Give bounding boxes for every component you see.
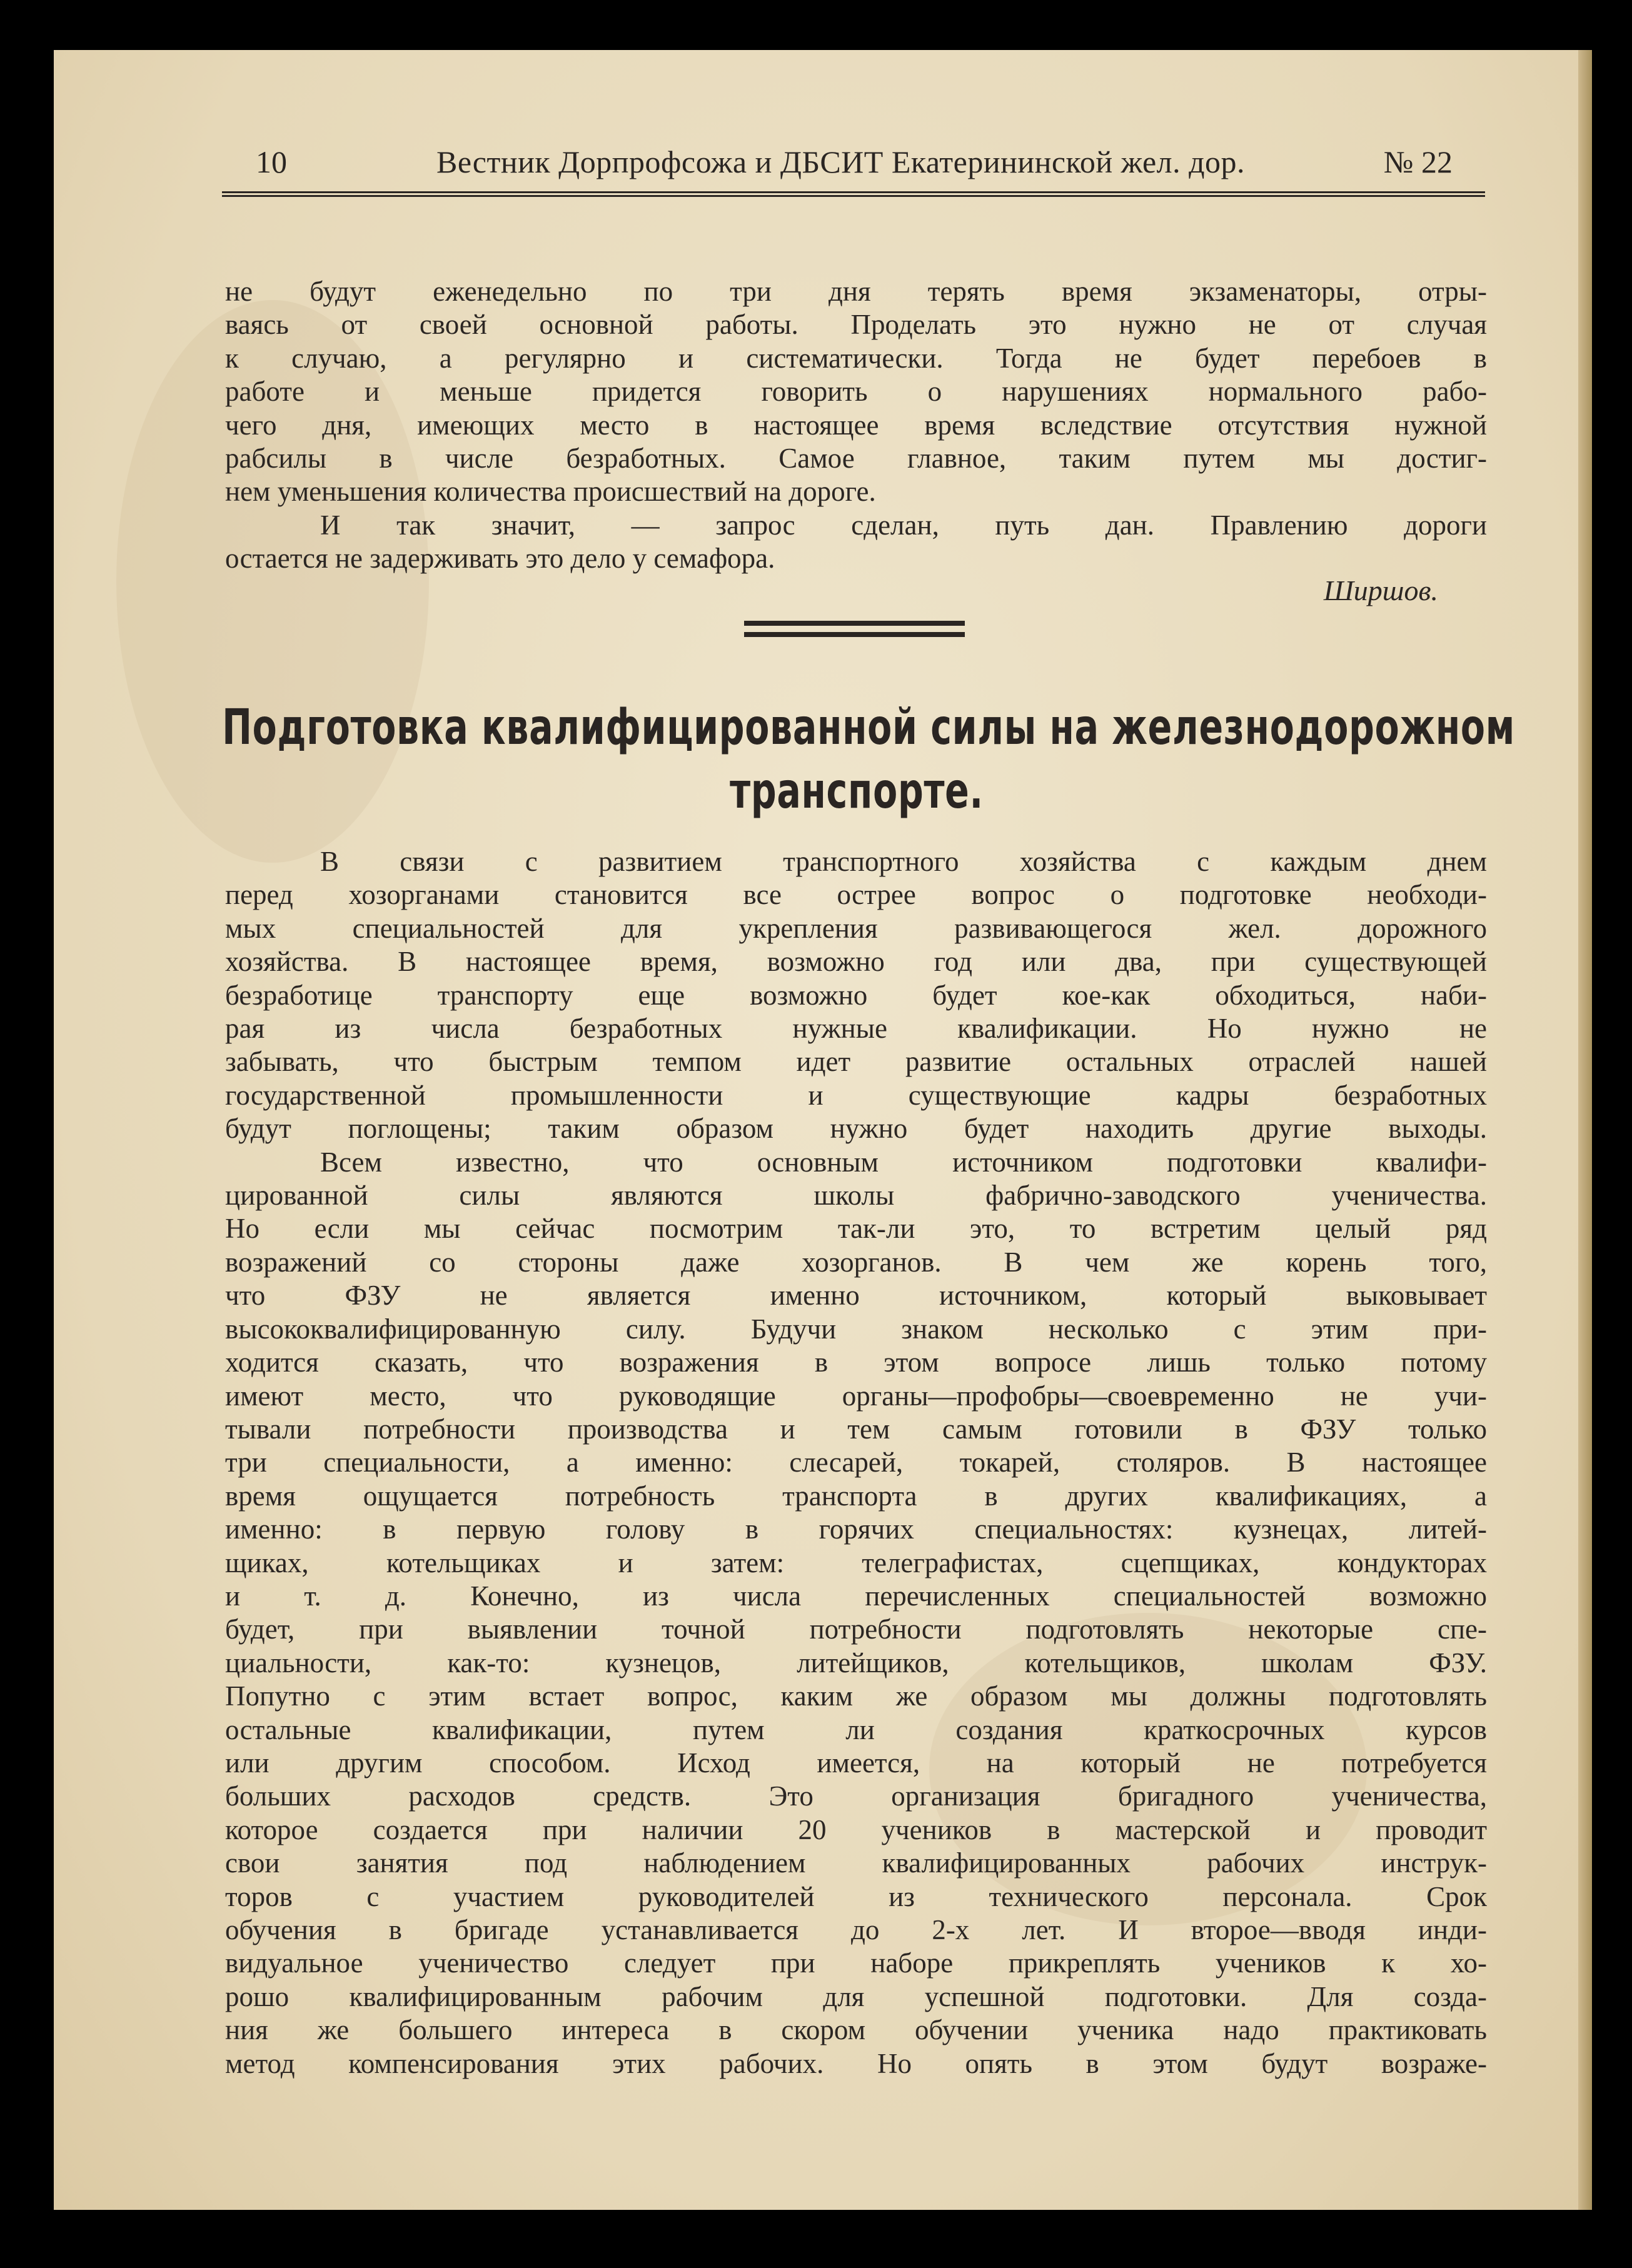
text-line: которое создается при наличии 20 учеников в мастерской и проводит	[225, 1814, 1487, 1845]
text-line: видуальное ученичество следует при наборе прикреплять учеников к хо-	[225, 1947, 1487, 1979]
page-spine-edge	[1578, 50, 1592, 2210]
text-line: ваясь от своей основной работы. Проделать это нужно не от случая	[225, 309, 1487, 341]
text-line: имеют место, что руководящие органы—профобры—своевременно не учи-	[225, 1380, 1487, 1412]
headline-line-1: Подготовка квалифицированной силы на железнодорожном	[222, 700, 1516, 756]
text-line: обучения в бригаде устанавливается до 2-х лет. И второе—вводя инди-	[225, 1914, 1487, 1945]
text-line: чего дня, имеющих место в настоящее время вследствие отсутствия нужной	[225, 409, 1487, 441]
text-line: и т. д. Конечно, из числа перечисленных специальностей возможно	[225, 1580, 1487, 1612]
text-line: ния же большего интереса в скором обучении ученика надо практиковать	[225, 2014, 1487, 2046]
text-line: к случаю, а регулярно и систематически. Тогда не будет перебоев в	[225, 342, 1487, 374]
text-line: цированной силы являются школы фабрично-заводского ученичества.	[225, 1180, 1487, 1212]
text-line: высококвалифицированную силу. Будучи знаком несколько с этим при-	[225, 1313, 1487, 1345]
text-line: три специальности, а именно: слесарей, токарей, столяров. В настоящее	[225, 1447, 1487, 1478]
previous-article-text	[225, 275, 1487, 576]
text-line: ходится сказать, что возражения в этом вопросе лишь только потому	[225, 1347, 1487, 1378]
text-line: забывать, что быстрым темпом идет развитие остальных отраслей нашей	[225, 1046, 1487, 1078]
text-line: будет, при выявлении точной потребности подготовлять некоторые спе-	[225, 1613, 1487, 1645]
text-line: Но если мы сейчас посмотрим так-ли это, то встретим целый ряд	[225, 1213, 1487, 1245]
prev-paragraph	[225, 275, 1487, 509]
text-line: мых специальностей для укрепления развивающегося жел. дорожного	[225, 912, 1487, 944]
article-headline	[222, 696, 1516, 823]
text-line: больших расходов средств. Это организация бригадного ученичества,	[225, 1780, 1487, 1812]
text-line: щиках, котельщиках и затем: телеграфистах, сцепщиках, кондукторах	[225, 1547, 1487, 1578]
section-divider	[744, 621, 965, 637]
page-number: 10	[256, 144, 287, 179]
text-line: возражений со стороны даже хозорганов. В чем же корень того,	[225, 1246, 1487, 1278]
journal-title: Вестник Дорпрофсожа и ДБСИТ Екатерининской жел. дор.	[436, 144, 1246, 179]
author-signature: Ширшов.	[1323, 575, 1438, 606]
text-line: будут поглощены; таким образом нужно будет находить другие выходы.	[225, 1113, 1487, 1145]
text-line: свои занятия под наблюдением квалифицированных рабочих инструк-	[225, 1847, 1487, 1879]
text-line: не будут еженедельно по три дня терять время экзаменаторы, отры-	[225, 276, 1487, 307]
headline-line-2: транспорте.	[730, 763, 984, 820]
text-line: рошо квалифицированным рабочим для успешной подготовки. Для созда-	[225, 1980, 1487, 2012]
article-body	[225, 845, 1487, 2080]
text-line: безработице транспорту еще возможно будет кое-как обходиться, наби-	[225, 979, 1487, 1011]
text-line: Попутно с этим встает вопрос, каким же образом мы должны подготовлять	[225, 1680, 1487, 1712]
text-line: государственной промышленности и существующие кадры безработных	[225, 1079, 1487, 1111]
text-line: нем уменьшения количества происшествий на дороге.	[225, 476, 876, 508]
text-line: работе и меньше придется говорить о нарушениях нормального рабо-	[225, 376, 1487, 408]
text-line: циальности, как-то: кузнецов, литейщиков, котельщиков, школам ФЗУ.	[225, 1647, 1487, 1678]
text-line: рабсилы в числе безработных. Самое главное, таким путем мы достиг-	[225, 443, 1487, 474]
running-header	[222, 139, 1485, 197]
prev-closing-paragraph	[225, 509, 1487, 576]
text-line: торов с участием руководителей из технического персонала. Срок	[225, 1880, 1487, 1912]
text-line: время ощущается потребность транспорта в других квалификациях, а	[225, 1480, 1487, 1512]
issue-number: № 22	[1383, 144, 1453, 179]
text-line: остается не задерживать это дело у семафора.	[225, 543, 775, 575]
text-line: хозяйства. В настоящее время, возможно год или два, при существующей	[225, 946, 1487, 978]
text-line: или другим способом. Исход имеется, на который не потребуется	[225, 1747, 1487, 1779]
text-line: перед хозорганами становится все острее вопрос о подготовке необходи-	[225, 879, 1487, 911]
text-line: что ФЗУ не является именно источником, который выковывает	[225, 1280, 1487, 1312]
text-line: И так значит, — запрос сделан, путь дан. Правлению дороги	[320, 509, 1487, 541]
text-line: тывали потребности производства и тем самым готовили в ФЗУ только	[225, 1413, 1487, 1445]
article-paragraph-1	[225, 845, 1487, 1146]
text-line: именно: в первую голову в горячих специальностях: кузнецах, литей-	[225, 1513, 1487, 1545]
text-line: метод компенсирования этих рабочих. Но опять в этом будут возраже-	[225, 2047, 1487, 2079]
text-line: В связи с развитием транспортного хозяйства с каждым днем	[320, 846, 1487, 877]
text-line: Всем известно, что основным источником подготовки квалифи-	[320, 1146, 1487, 1178]
text-line: остальные квалификации, путем ли создания краткосрочных курсов	[225, 1714, 1487, 1745]
article-paragraph-2	[225, 1146, 1487, 2080]
text-line: рая из числа безработных нужные квалификации. Но нужно не	[225, 1013, 1487, 1045]
